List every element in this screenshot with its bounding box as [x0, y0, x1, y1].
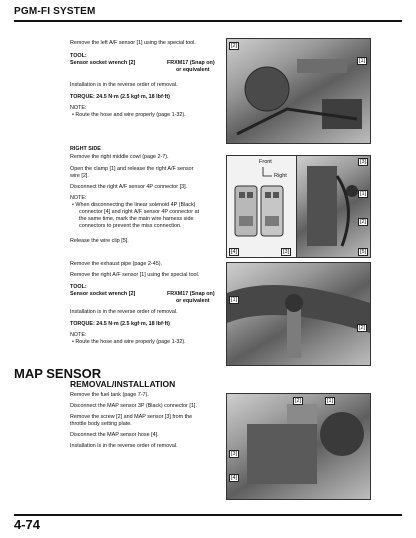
callout-4: [4]: [231, 249, 238, 255]
tool-label: TOOL:: [70, 53, 87, 59]
callout-3: [3]: [283, 249, 290, 255]
instruction-text: Remove the screw [2] and MAP sensor [3] from the: [70, 414, 193, 420]
torque-spec: TORQUE: 24.5 N·m (2.5 kgf·m, 18 lbf·ft): [70, 94, 170, 100]
tool-label: TOOL:: [70, 284, 87, 290]
instruction-text: Remove the left A/F sensor [1] using the special tool.: [70, 40, 196, 46]
diagram-front-label: Front: [259, 159, 272, 165]
tool-name: Sensor socket wrench [2]: [70, 291, 136, 297]
right-side-heading: RIGHT SIDE: [70, 146, 101, 152]
note-label: NOTE:: [70, 332, 87, 338]
install-text: Installation is in the reverse order of removal.: [70, 82, 178, 88]
tool-name: Sensor socket wrench [2]: [70, 60, 136, 66]
callout-3: [3]: [360, 159, 367, 165]
note-text: connectors to prevent the miss connection.: [79, 223, 182, 229]
callout-2: [2]: [360, 219, 367, 225]
instruction-text: Disconnect the MAP sensor 3P (Black) connector [1].: [70, 403, 197, 409]
callout-2: [2]: [295, 398, 302, 404]
photo-illustration: [297, 156, 370, 257]
right-af-sensor-removal-photo: [226, 262, 371, 366]
tool-code: FRXM17 (Snap on): [167, 60, 215, 66]
tool-code: FRXM17 (Snap on): [167, 291, 215, 297]
right-af-sensor-photo: [296, 155, 371, 258]
diagram-right-label: Right: [274, 173, 287, 179]
instruction-text: Remove the fuel tank (page 7-7).: [70, 392, 149, 398]
install-text: Installation is in the reverse order of removal.: [70, 443, 178, 449]
instruction-text: wire [2].: [70, 173, 89, 179]
callout-1: [1]: [359, 58, 366, 64]
connector-illustration: [227, 156, 296, 257]
callout-3: [3]: [231, 451, 238, 457]
photo-illustration: [227, 39, 370, 143]
callout-2: [2]: [231, 43, 238, 49]
page-number: 4-74: [14, 517, 41, 532]
instruction-text: Disconnect the MAP sensor hose [4].: [70, 432, 159, 438]
callout-2: [2]: [359, 325, 366, 331]
note-label: NOTE:: [70, 105, 87, 111]
note-text: • Route the hose and wire properly (page 1-32).: [72, 339, 186, 345]
instruction-text: Disconnect the right A/F sensor 4P connector [3].: [70, 184, 188, 190]
callout-1: [1]: [231, 297, 238, 303]
install-text: Installation is in the reverse order of removal.: [70, 309, 178, 315]
note-text: connector [4] and right A/F sensor 4P connector at: [79, 209, 200, 215]
header-rule: [14, 20, 402, 22]
callout-4: [4]: [231, 475, 238, 481]
instruction-text: Release the wire clip [5].: [70, 238, 129, 244]
map-sensor-photo: [226, 393, 371, 500]
callout-1: [1]: [327, 398, 334, 404]
callout-5: [5]: [360, 249, 367, 255]
connector-diagram: [226, 155, 297, 258]
note-text: • When disconnecting the linear solenoid 4P (Black): [72, 202, 196, 208]
callout-1: [1]: [360, 191, 367, 197]
footer-rule: [14, 514, 402, 516]
instruction-text: throttle body setting plate.: [70, 421, 132, 427]
section-header-title: PGM-FI SYSTEM: [14, 6, 96, 17]
note-label: NOTE:: [70, 195, 87, 201]
instruction-text: Remove the right middle cowl (page 2-7).: [70, 154, 169, 160]
torque-spec: TORQUE: 24.5 N·m (2.5 kgf·m, 18 lbf·ft): [70, 321, 170, 327]
photo-illustration: [227, 394, 370, 499]
instruction-text: Remove the exhaust pipe (page 2-45).: [70, 261, 162, 267]
tool-equivalent: or equivalent: [176, 67, 210, 73]
note-text: the same time, mark the main wire harness side: [79, 216, 194, 222]
note-text: • Route the hose and wire properly (page 1-32).: [72, 112, 186, 118]
left-af-sensor-photo: [226, 38, 371, 144]
tool-equivalent: or equivalent: [176, 298, 210, 304]
instruction-text: Remove the right A/F sensor [1] using the special tool.: [70, 272, 200, 278]
photo-illustration: [227, 263, 370, 365]
removal-installation-subtitle: REMOVAL/INSTALLATION: [70, 379, 176, 389]
instruction-text: Open the clamp [1] and release the right A/F sensor: [70, 166, 194, 172]
map-sensor-title: MAP SENSOR: [14, 366, 102, 381]
